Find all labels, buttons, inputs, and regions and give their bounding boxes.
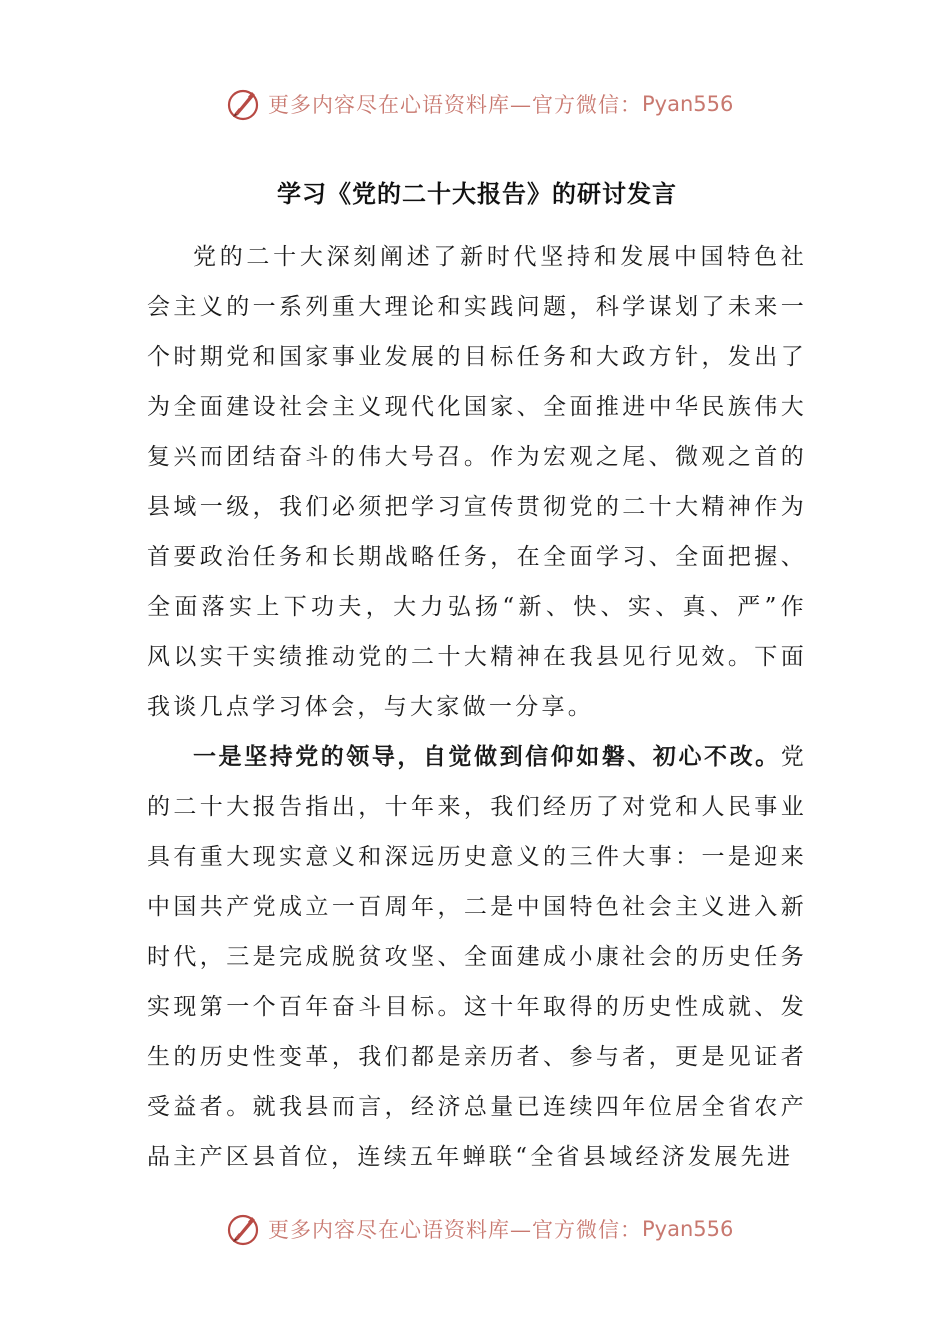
footer-watermark <box>226 1209 733 1249</box>
paragraph-text: 党的二十大深刻阐述了新时代坚持和发展中国特色社会主义的一系列重大理论和实践问题，科学谋划了未来一个时期党和国家事业发展的目标任务和大政方针，发出了为全面建设社会主义现代化国家、全面推进中华民族伟大复兴而团结奋斗的伟大号召。作为宏观之尾、微观之首的县域一级，我们必须把学习宣传贯彻党的二十大精神作为首要政治任务和长期战略任务，在全面学习、全面把握、全面落实上下功夫，大力弘扬“新、快、实、真、严”作风以实干实绩推动党的二十大精神在我县见行见效。下面我谈几点学习体会，与大家做一分享。 <box>147 244 807 720</box>
header-watermark <box>226 84 733 124</box>
quill-pen-circle-icon <box>226 1211 262 1247</box>
document-title: 学习《党的二十大报告》的研讨发言 <box>277 180 677 208</box>
watermark-text: 更多内容尽在心语资料库—官方微信： <box>268 1218 642 1242</box>
quill-pen-circle-icon <box>226 86 262 122</box>
paragraph-lead: 一是坚持党的领导，自觉做到信仰如磐、初心不改。 <box>193 744 781 770</box>
watermark-wechat-id: Pyan556 <box>642 92 734 116</box>
paragraph-text: 党的二十大报告指出，十年来，我们经历了对党和人民事业具有重大现实意义和深远历史意义的三件大事：一是迎来中国共产党成立一百周年，二是中国特色社会主义进入新时代，三是完成脱贫攻坚、全面建成小康社会的历史任务实现第一个百年奋斗目标。这十年取得的历史性成就、发生的历史性变革，我们都是亲历者、参与者，更是见证者受益者。就我县而言，经济总量已连续四年位居全省农产品主产区县首位，连续五年蝉联“全省县域经济发展先进 <box>147 744 807 1170</box>
paragraph-intro <box>147 232 807 732</box>
watermark-text: 更多内容尽在心语资料库—官方微信： <box>268 93 642 117</box>
document-body <box>147 232 807 1182</box>
paragraph-point-one <box>147 732 807 1182</box>
watermark-wechat-id: Pyan556 <box>642 1217 734 1241</box>
